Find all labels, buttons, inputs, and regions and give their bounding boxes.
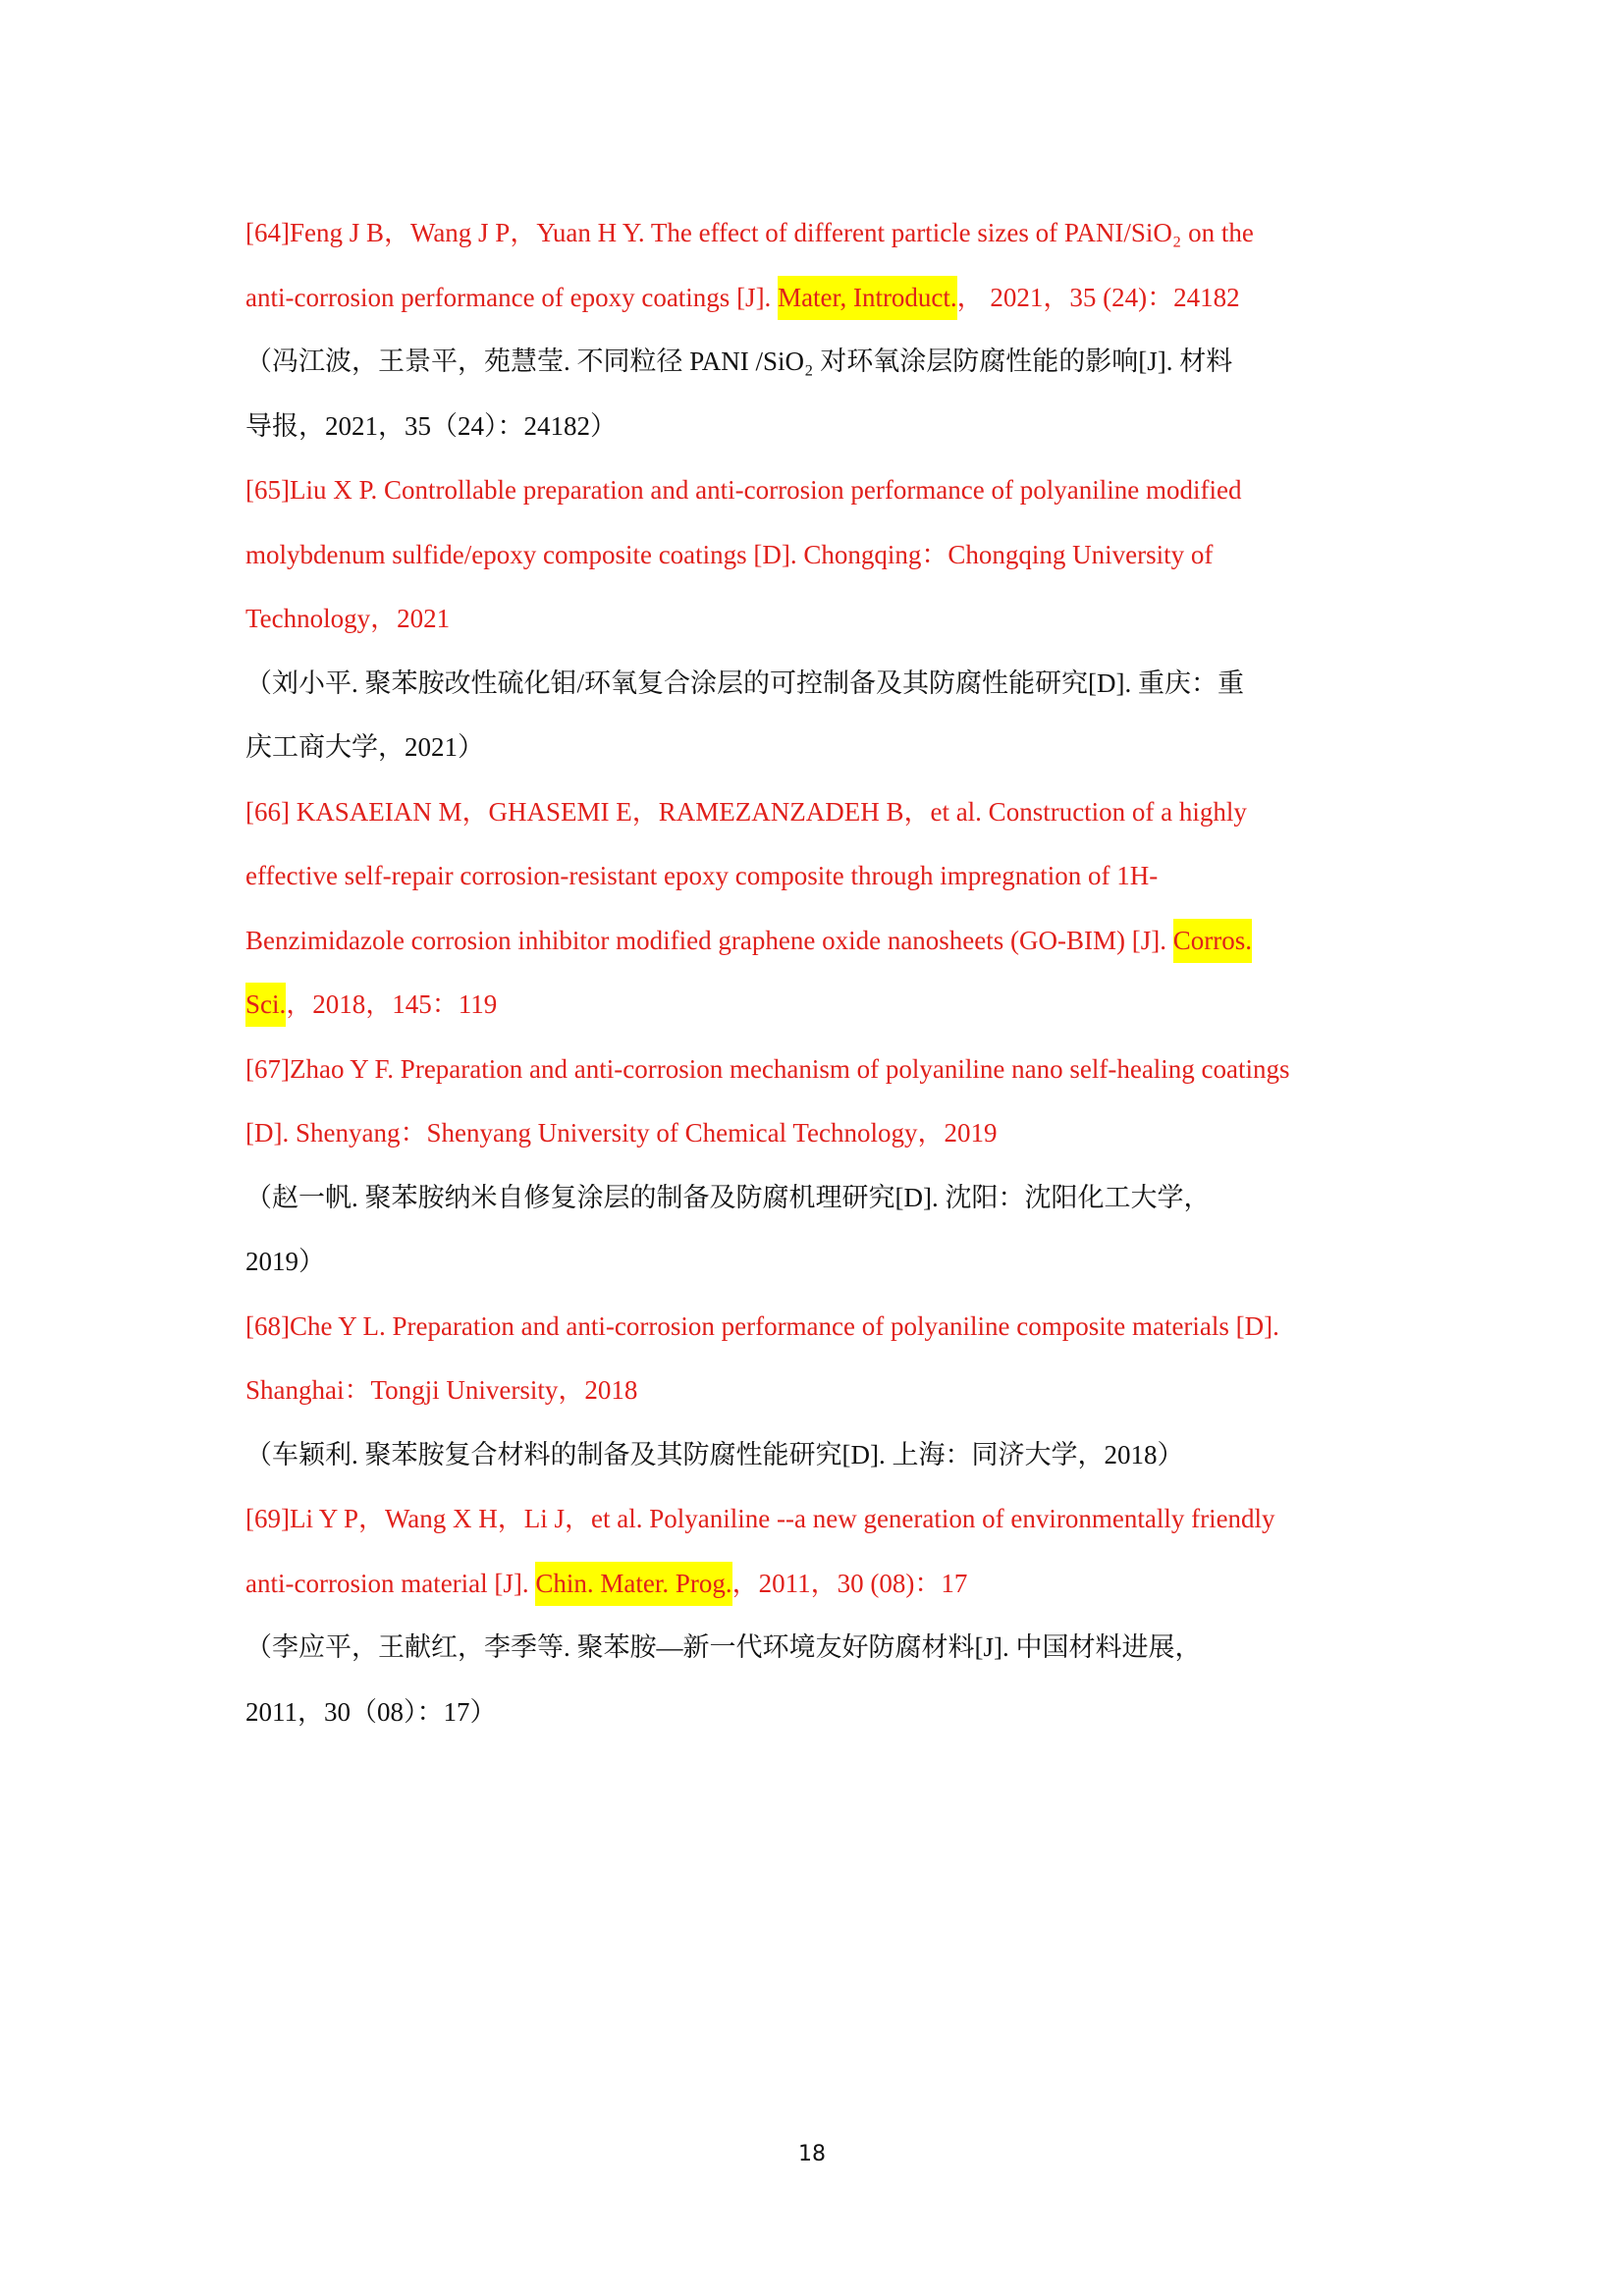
reference-list <box>245 201 1394 1744</box>
reference-zh-line: 2019） <box>245 1247 325 1276</box>
reference-entry-64 <box>245 201 1394 458</box>
reference-en-line: [69]Li Y P，Wang X H，Li J，et al. Polyaniline --a new generation of environmentally friendly <box>245 1504 1275 1533</box>
reference-en-line: [D]. Shenyang：Shenyang University of Chemical Technology，2019 <box>245 1118 998 1148</box>
reference-zh-line: 导报，2021，35（24）：24182） <box>245 410 617 441</box>
reference-entry-67 <box>245 1038 1394 1295</box>
reference-en-line <box>245 266 1394 331</box>
reference-zh-line: （李应平，王献红，李季等. 聚苯胺—新一代环境友好防腐材料[J]. 中国材料进展， <box>245 1632 1202 1662</box>
reference-zh-line: （车颖利. 聚苯胺复合材料的制备及其防腐性能研究[D]. 上海：同济大学，2018） <box>245 1439 1184 1469</box>
reference-entry-66 <box>245 780 1394 1038</box>
journal-highlight: Sci. <box>245 983 286 1027</box>
reference-en-line: [68]Che Y L. Preparation and anti-corrosion performance of polyaniline composite materials [D]. <box>245 1310 1279 1341</box>
reference-en-line: [65]Liu X P. Controllable preparation and anti-corrosion performance of polyaniline modified <box>245 475 1242 505</box>
reference-en-line <box>245 909 1394 974</box>
reference-text: anti-corrosion performance of epoxy coatings [J]. <box>245 282 779 312</box>
reference-zh-line: （赵一帆. 聚苯胺纳米自修复涂层的制备及防腐机理研究[D]. 沈阳：沈阳化工大学， <box>245 1182 1211 1212</box>
reference-en-line: [66] KASAEIAN M，GHASEMI E，RAMEZANZADEH B，et al. Construction of a highly <box>245 796 1247 827</box>
journal-highlight: Mater, Introduct. <box>778 276 957 320</box>
reference-en-line: [67]Zhao Y F. Preparation and anti-corrosion mechanism of polyaniline nano self-healing coatings <box>245 1053 1290 1084</box>
reference-text: Benzimidazole corrosion inhibitor modified graphene oxide nanosheets (GO-BIM) [J]. <box>245 925 1173 955</box>
reference-zh-line: 庆工商大学，2021） <box>245 732 484 762</box>
reference-entry-68 <box>245 1295 1394 1488</box>
reference-en-line: [64]Feng J B，Wang J P，Yuan H Y. The effect of different particle sizes of PANI/SiO₂ on the <box>245 218 1254 247</box>
journal-highlight: Corros. <box>1173 919 1252 963</box>
reference-zh-line: 2011，30（08）：17） <box>245 1696 497 1727</box>
reference-zh-line: （刘小平. 聚苯胺改性硫化钼/环氧复合涂层的可控制备及其防腐性能研究[D]. 重庆：重 <box>245 667 1244 698</box>
reference-en-line <box>245 973 1394 1038</box>
journal-highlight: Chin. Mater. Prog. <box>535 1562 731 1606</box>
reference-entry-69 <box>245 1487 1394 1744</box>
reference-entry-65 <box>245 458 1394 780</box>
reference-text: ， 2021，35 (24)：24182 <box>956 282 1240 312</box>
reference-en-line: effective self-repair corrosion-resistant epoxy composite through impregnation of 1H- <box>245 861 1159 890</box>
reference-en-line <box>245 1552 1394 1617</box>
reference-en-line: Shanghai：Tongji University，2018 <box>245 1375 638 1405</box>
reference-text: ，2011，30 (08)：17 <box>731 1568 968 1598</box>
reference-en-line: molybdenum sulfide/epoxy composite coatings [D]. Chongqing：Chongqing University of <box>245 539 1214 569</box>
reference-text: anti-corrosion material [J]. <box>245 1568 536 1598</box>
reference-zh-line: （冯江波，王景平，苑慧莹. 不同粒径 PANI /SiO₂ 对环氧涂层防腐性能的影响[J]. 材料 <box>245 347 1233 376</box>
reference-en-line: Technology，2021 <box>245 604 451 633</box>
page-number: 18 <box>798 2142 826 2166</box>
reference-text: ，2018，145：119 <box>286 989 498 1019</box>
